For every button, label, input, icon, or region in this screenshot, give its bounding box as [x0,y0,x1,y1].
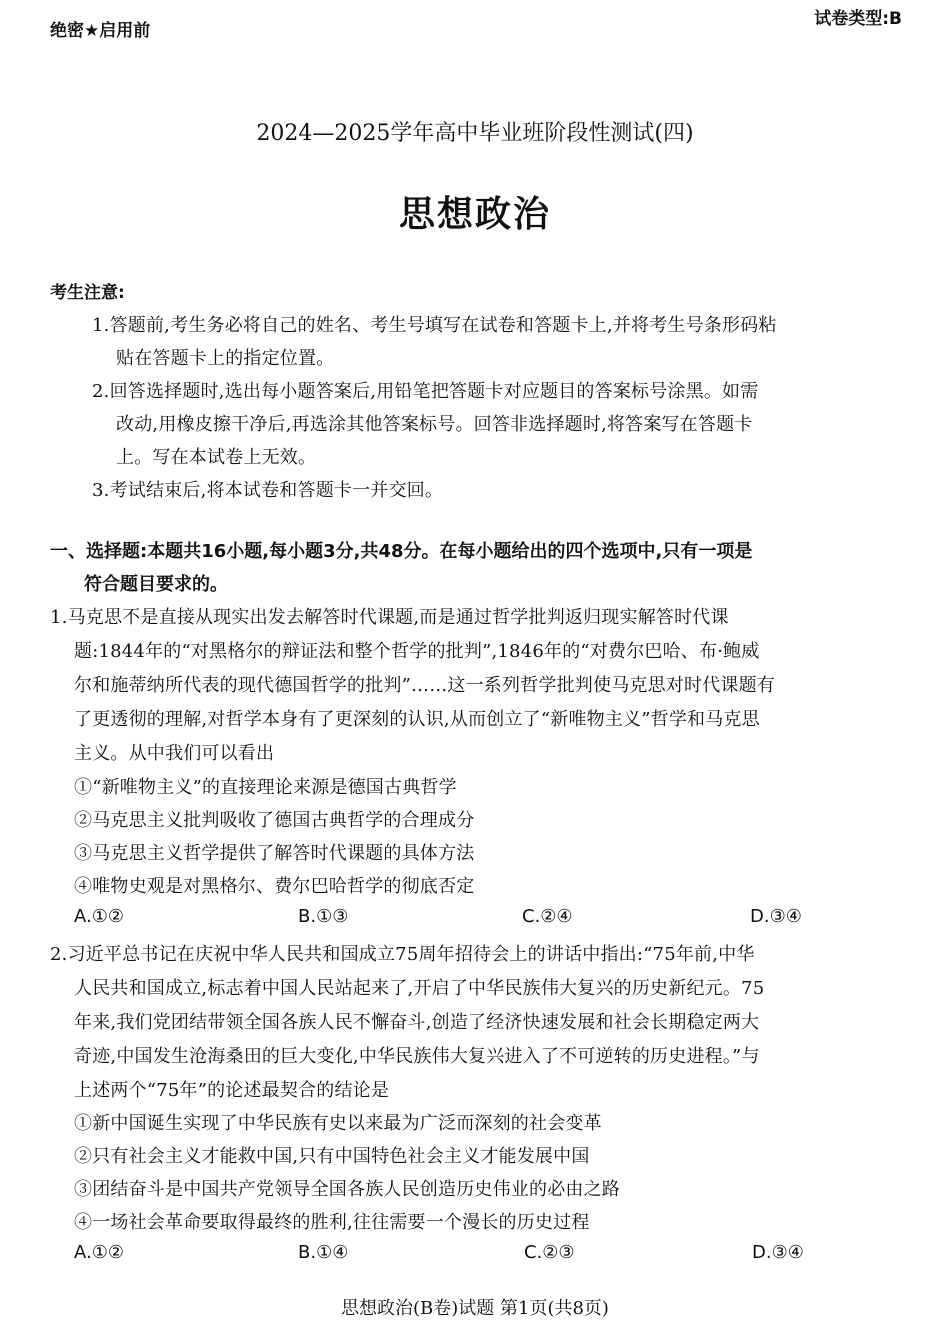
q2-stem-line: 奇迹,中国发生沧海桑田的巨大变化,中华民族伟大复兴进入了不可逆转的历史进程。”与 [74,1046,760,1067]
page-footer: 思想政治(B卷)试题 第1页(共8页) [341,1298,609,1319]
section-heading: 一、选择题:本题共16小题,每小题3分,共48分。在每小题给出的四个选项中,只有一项是 [50,541,753,562]
subject-title: 思想政治 [398,194,551,235]
notice-line: 贴在答题卡上的指定位置。 [116,348,335,369]
q1-stem-line: 题:1844年的“对黑格尔的辩证法和整个哲学的批判”,1846年的“对费尔巴哈、布·鲍威 [74,641,760,662]
q1-stem-line: 尔和施蒂纳所代表的现代德国哲学的批判”……这一系列哲学批判使马克思对时代课题有 [74,675,775,696]
paper-type-label: 试卷类型:B [814,9,902,29]
q2-item: ③团结奋斗是中国共产党领导全国各族人民创造历史伟业的必由之路 [74,1179,620,1200]
q2-stem-line: 年来,我们党团结带领全国各族人民不懈奋斗,创造了经济快速发展和社会长期稳定两大 [74,1012,760,1033]
q1-stem-line: 了更透彻的理解,对哲学本身有了更深刻的认识,从而创立了“新唯物主义”哲学和马克思 [74,709,760,730]
exam-title: 2024—2025学年高中毕业班阶段性测试(四) [256,121,694,146]
q1-stem-line: 主义。从中我们可以看出 [74,743,275,764]
q2-item: ①新中国诞生实现了中华民族有史以来最为广泛而深刻的社会变革 [74,1113,602,1134]
q1-option-b: B.①③ [298,906,349,927]
q1-option-d: D.③④ [750,906,802,927]
notice-heading: 考生注意: [50,283,125,303]
q1-option-a: A.①② [74,906,124,927]
notice-line: 2.回答选择题时,选出每小题答案后,用铅笔把答题卡对应题目的答案标号涂黑。如需 [92,381,759,402]
confidential-label: 绝密★启用前 [50,21,151,41]
q2-option-b: B.①④ [298,1242,349,1263]
q2-option-d: D.③④ [752,1242,804,1263]
q2-option-a: A.①② [74,1242,124,1263]
q1-stem-line: 1.马克思不是直接从现实出发去解答时代课题,而是通过哲学批判返归现实解答时代课 [50,607,729,628]
q2-stem-line: 2.习近平总书记在庆祝中华人民共和国成立75周年招待会上的讲话中指出:“75年前,中华 [50,944,755,965]
q1-option-c: C.②④ [522,906,573,927]
q1-item: ①“新唯物主义”的直接理论来源是德国古典哲学 [74,777,457,798]
notice-line: 改动,用橡皮擦干净后,再选涂其他答案标号。回答非选择题时,将答案写在答题卡 [116,414,753,435]
q2-stem-line: 上述两个“75年”的论述最契合的结论是 [74,1080,390,1101]
notice-line: 上。写在本试卷上无效。 [116,447,317,468]
notice-line: 1.答题前,考生务必将自己的姓名、考生号填写在试卷和答题卡上,并将考生号条形码粘 [92,315,777,336]
q1-item: ④唯物史观是对黑格尔、费尔巴哈哲学的彻底否定 [74,876,475,897]
q1-item: ③马克思主义哲学提供了解答时代课题的具体方法 [74,843,475,864]
q1-item: ②马克思主义批判吸收了德国古典哲学的合理成分 [74,810,475,831]
section-heading-cont: 符合题目要求的。 [84,574,228,595]
q2-item: ②只有社会主义才能救中国,只有中国特色社会主义才能发展中国 [74,1146,590,1167]
q2-item: ④一场社会革命要取得最终的胜利,往往需要一个漫长的历史过程 [74,1212,590,1233]
notice-line: 3.考试结束后,将本试卷和答题卡一并交回。 [92,480,444,501]
q2-stem-line: 人民共和国成立,标志着中国人民站起来了,开启了中华民族伟大复兴的历史新纪元。75 [74,978,765,999]
q2-option-c: C.②③ [524,1242,575,1263]
